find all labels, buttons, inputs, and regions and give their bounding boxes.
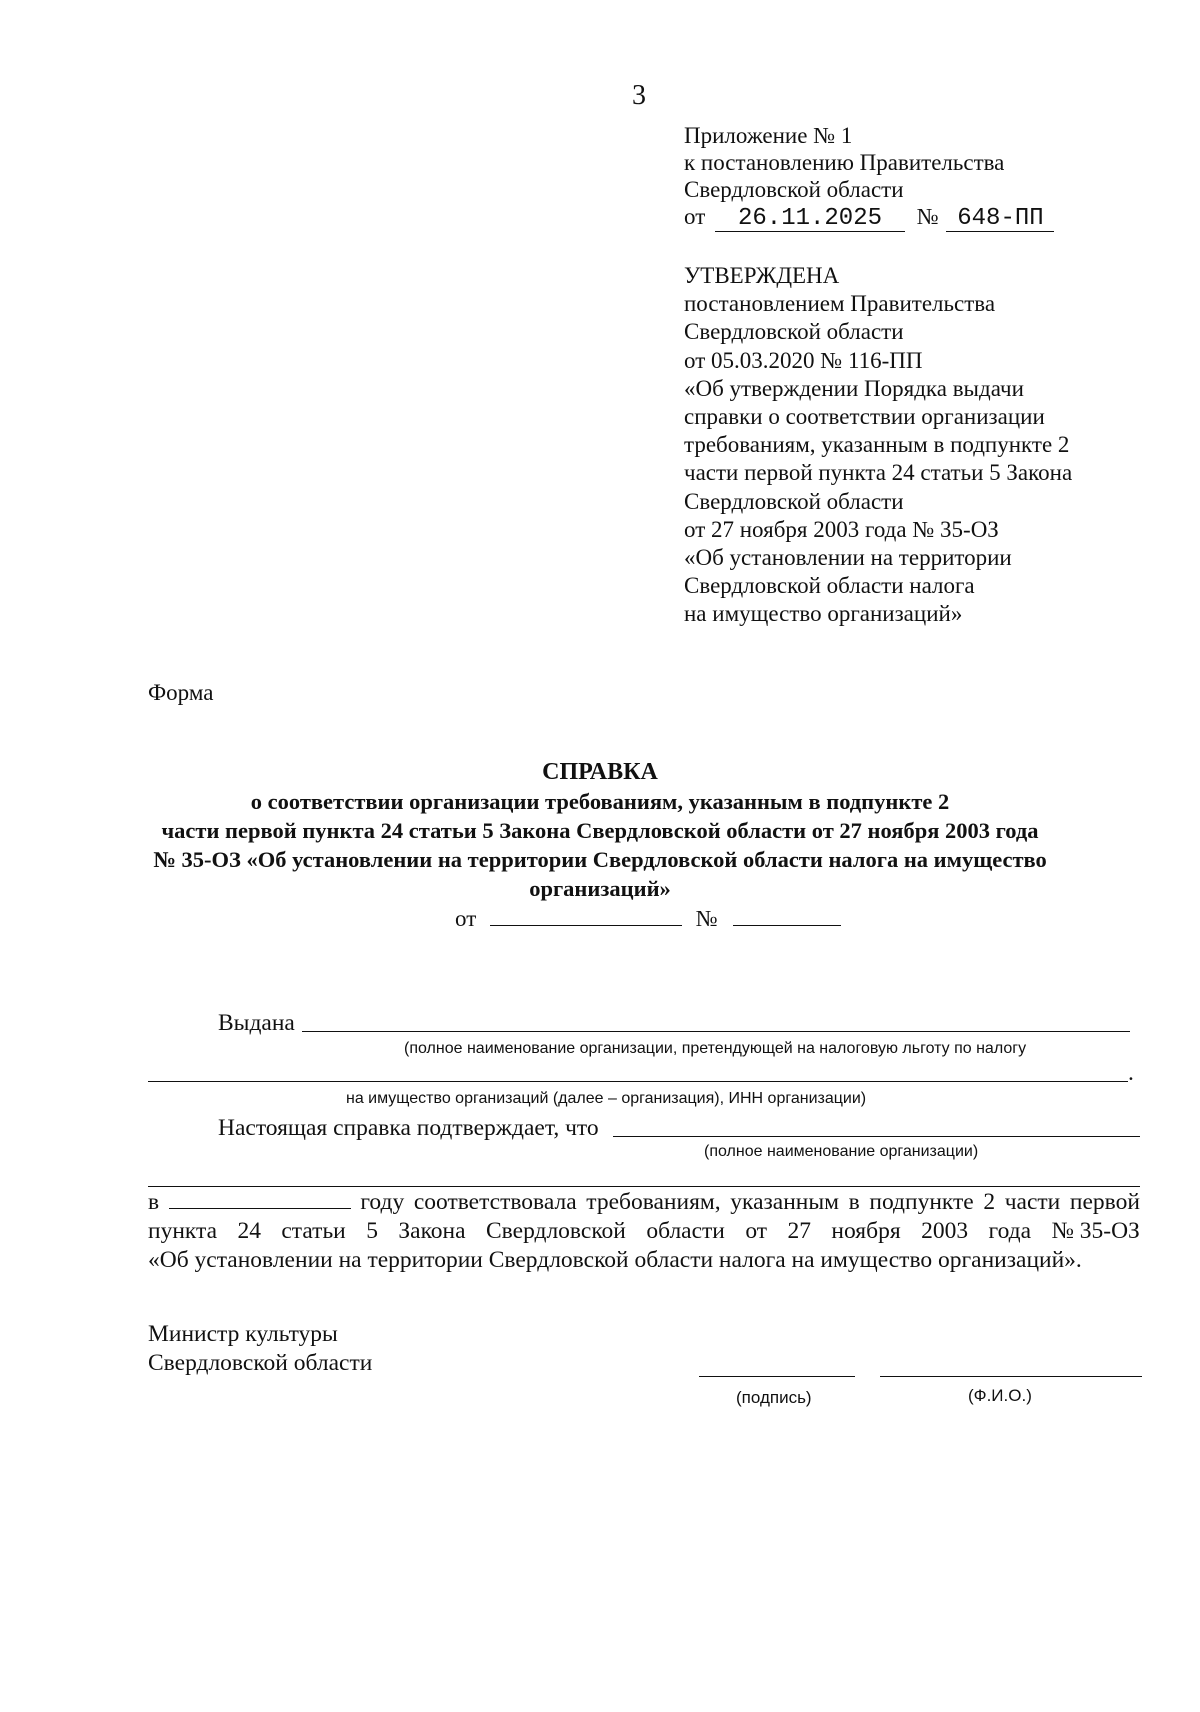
confirms-org-field-continued[interactable] [148,1186,1140,1187]
title-line: № 35-ОЗ «Об установлении на территории Свердловской области налога на имущество [153,847,1047,872]
issued-org-field[interactable] [302,1031,1130,1032]
trailing-dot: . [1128,1060,1134,1086]
paragraph-word: требованиям, [586,1189,721,1215]
paragraph-word: Свердловской [486,1218,626,1244]
confirms-org-field[interactable] [613,1136,1140,1137]
paragraph-word: области [646,1218,725,1244]
approved-line: постановлением Правительства [684,291,996,317]
certificate-date-field[interactable] [490,907,682,926]
appendix-line: Свердловской области [684,177,904,202]
resolution-date: 26.11.2025 [715,207,905,232]
issued-caption-1: (полное наименование организации, претендующей на налоговую льготу по налогу [404,1040,1027,1057]
appendix-header [684,122,1054,233]
approved-heading: УТВЕРЖДЕНА [684,263,840,288]
year-field[interactable] [169,1188,351,1209]
paragraph-word: 24 [237,1218,261,1244]
paragraph-line-2 [148,1217,1140,1246]
paragraph-word: 27 [787,1218,811,1244]
approved-line: на имущество организаций» [684,601,963,627]
appendix-line: к постановлению Правительства [684,150,1005,175]
paragraph-word: указанным [730,1189,840,1215]
paragraph-word: Закона [398,1218,466,1244]
issued-label: Выдана [218,1010,295,1036]
approved-line: Свердловской области налога [684,573,975,599]
paragraph-word: 5 [366,1218,378,1244]
form-label: Форма [148,680,214,705]
signatory-position [148,1320,372,1378]
from-label: от [455,906,477,931]
certificate-date-row [455,906,841,932]
approved-line: требованиям, указанным в подпункте 2 [684,432,1070,458]
paragraph-word: подпункте [869,1189,974,1215]
approved-line: «Об утверждении Порядка выдачи [684,375,1024,401]
position-line: Свердловской области [148,1350,373,1376]
full-name-field[interactable] [880,1376,1142,1377]
appendix-date-row [684,203,1054,233]
paragraph-word: года [988,1218,1032,1244]
paragraph-word: части [1004,1189,1061,1215]
paragraph-line-1 [148,1188,1140,1217]
title-line: части первой пункта 24 статьи 5 Закона Свердловской области от 27 ноября 2003 года [161,818,1039,843]
paragraph-word: 2003 [921,1218,969,1244]
paragraph-word: 2 [983,1189,996,1215]
paragraph-word: в [848,1189,860,1215]
paragraph-word: соответствовала [413,1189,577,1215]
approved-line: «Об установлении на территории [684,545,1012,571]
approved-line: части первой пункта 24 статьи 5 Закона [684,460,1073,486]
paragraph-word: пункта [148,1218,217,1244]
approved-line: Свердловской области [684,488,904,514]
issued-org-field-continued[interactable] [148,1081,1128,1082]
approved-line: от 27 ноября 2003 года № 35-ОЗ [684,516,999,542]
confirms-label: Настоящая справка подтверждает, что [218,1115,599,1141]
approved-block [684,262,1072,629]
signature-field[interactable] [699,1376,855,1377]
paragraph-word: ноября [831,1218,901,1244]
year-prefix: в [148,1189,160,1215]
title-line: организаций» [529,876,671,901]
approved-line: от 05.03.2020 № 116-ПП [684,347,923,373]
page-number: 3 [632,80,646,111]
title-line: о соответствии организации требованиям, указанным в подпункте 2 [250,789,950,814]
approved-line: справки о соответствии организации [684,404,1045,430]
appendix-line: Приложение № 1 [684,123,853,148]
resolution-number: 648-ПП [946,207,1054,232]
title-main: СПРАВКА [542,759,658,785]
paragraph-word: первой [1069,1189,1140,1215]
paragraph-word: году [360,1189,405,1215]
document-title [150,758,1050,903]
from-label: от [684,204,706,229]
signature-caption: (подпись) [736,1388,812,1407]
certificate-number-field[interactable] [733,907,841,926]
paragraph-word: от [745,1218,768,1244]
confirmation-paragraph [148,1188,1140,1275]
number-sign: № [695,906,718,931]
paragraph-line-3: «Об установлении на территории Свердловской области налога на имущество организаций». [148,1247,1082,1273]
confirms-caption: (полное наименование организации) [704,1143,979,1160]
position-line: Министр культуры [148,1321,338,1347]
approved-line: Свердловской области [684,319,904,345]
paragraph-word: № 35-ОЗ [1051,1218,1140,1244]
issued-caption-2: на имущество организаций (далее – организация), ИНН организации) [346,1090,867,1107]
full-name-caption: (Ф.И.О.) [968,1386,1032,1405]
number-sign: № [916,204,939,229]
paragraph-word: статьи [281,1218,346,1244]
